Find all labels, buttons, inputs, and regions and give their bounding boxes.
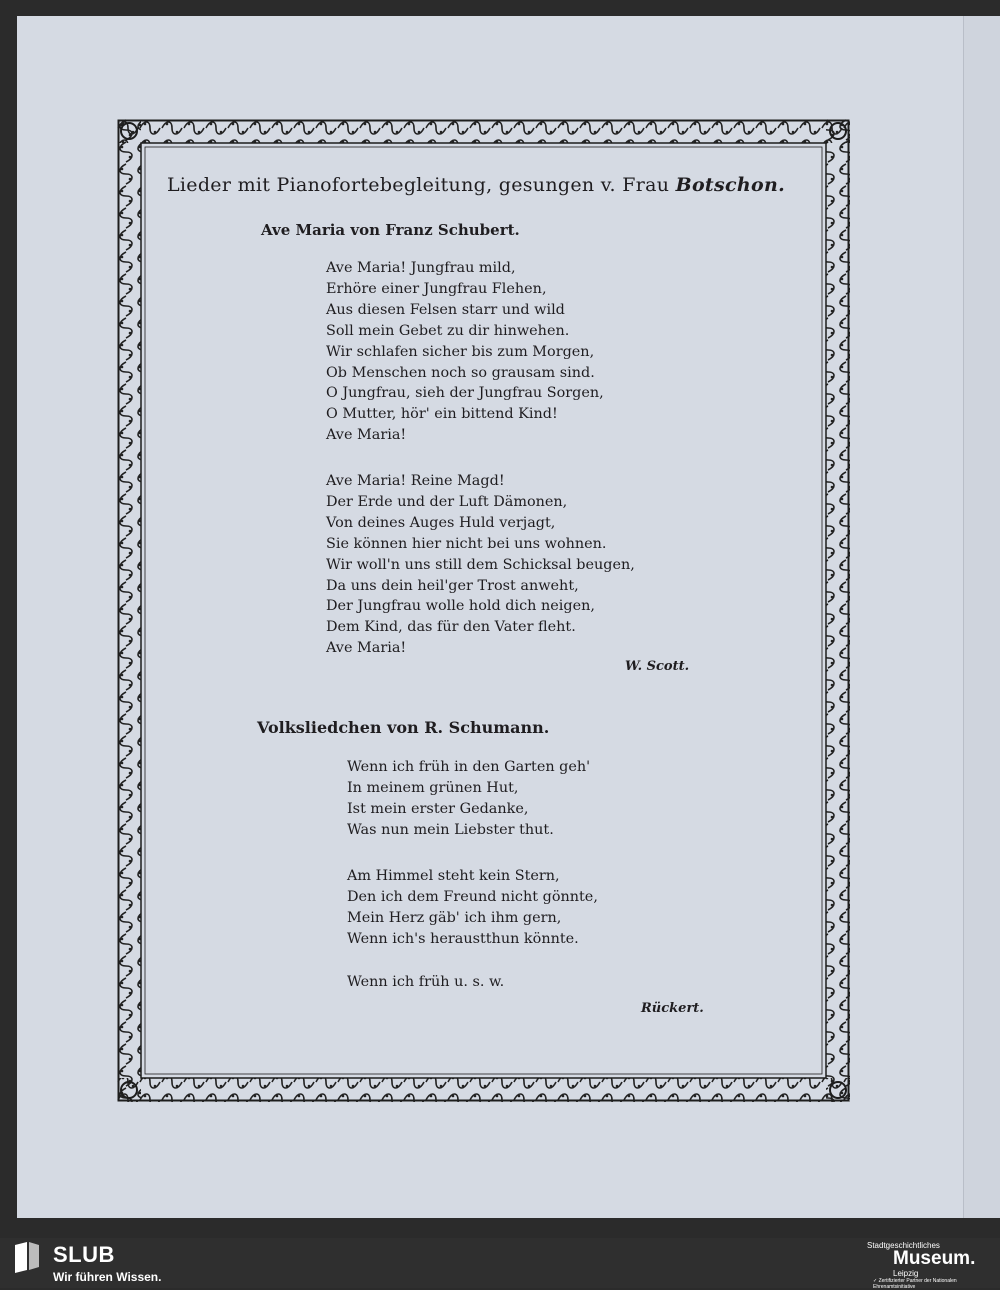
museum-partner-note: ✓ Zertifizierter Partner der Nationalen Ehrenamtsinitiative <box>873 1278 957 1290</box>
song-1-attribution: W. Scott. <box>625 659 690 674</box>
song-title-volksliedchen: Volksliedchen von R. Schumann. <box>257 718 550 737</box>
verse-line: Den ich dem Freund nicht gönnte, <box>347 888 598 905</box>
verse-line: Dem Kind, das für den Vater fleht. <box>326 619 576 636</box>
song-1-verse-1 <box>326 258 604 446</box>
verse-line: Am Himmel steht kein Stern, <box>347 868 560 884</box>
museum-name[interactable]: Museum. <box>893 1248 976 1269</box>
verse-line: In meinem grünen Hut, <box>347 779 519 796</box>
verse-line: Von deines Auges Huld verjagt, <box>326 514 556 531</box>
museum-city: Leipzig <box>893 1269 919 1278</box>
verse-line: Aus diesen Felsen starr und wild <box>326 301 565 318</box>
song-2-attribution: Rückert. <box>641 1001 704 1016</box>
verse-line: Wir schlafen sicher bis zum Morgen, <box>326 343 595 360</box>
verse-line: Da uns dein heil'ger Trost anweht, <box>326 577 579 594</box>
verse-line: Ave Maria! <box>326 427 407 444</box>
page-title <box>167 174 785 196</box>
title-singer: Botschon. <box>675 174 785 196</box>
verse-line: Ave Maria! Jungfrau mild, <box>326 260 516 276</box>
verse-line: Was nun mein Liebster thut. <box>347 821 554 838</box>
verse-line: O Mutter, hör' ein bittend Kind! <box>326 406 558 423</box>
song-1-verse-2 <box>326 471 635 659</box>
library-tagline: Wir führen Wissen. <box>53 1270 162 1284</box>
verse-line: Erhöre einer Jungfrau Flehen, <box>326 280 547 297</box>
verse-line: Der Erde und der Luft Dämonen, <box>326 493 568 510</box>
song-2-ending: Wenn ich früh u. s. w. <box>347 974 505 990</box>
title-main-text: Lieder mit Pianofortebegleitung, gesungen v. Frau <box>167 174 676 196</box>
verse-line: Wenn ich früh in den Garten geh' <box>347 759 591 775</box>
verse-line: Ob Menschen noch so grausam sind. <box>326 364 595 381</box>
museum-label-top: Stadtgeschichtliches <box>867 1241 940 1250</box>
verse-line: Mein Herz gäb' ich ihm gern, <box>347 909 562 926</box>
song-title-ave-maria: Ave Maria von Franz Schubert. <box>261 221 520 239</box>
song-2-verse-2 <box>347 866 598 950</box>
slub-logo-icon[interactable] <box>13 1241 41 1273</box>
verse-line: Wenn ich's heraustthun könnte. <box>347 930 579 947</box>
song-2-verse-1 <box>347 757 590 841</box>
verse-line: Soll mein Gebet zu dir hinwehen. <box>326 322 570 339</box>
verse-line: Ist mein erster Gedanke, <box>347 800 529 817</box>
verse-line: Ave Maria! <box>326 640 407 657</box>
verse-line: Sie können hier nicht bei uns wohnen. <box>326 535 607 552</box>
verse-line: Ave Maria! Reine Magd! <box>326 473 505 489</box>
verse-line: O Jungfrau, sieh der Jungfrau Sorgen, <box>326 385 604 402</box>
verse-line: Der Jungfrau wolle hold dich neigen, <box>326 598 595 615</box>
library-name[interactable]: SLUB <box>53 1242 115 1267</box>
verse-line: Wir woll'n uns still dem Schicksal beugen, <box>326 556 635 573</box>
footer-bar <box>0 1238 1000 1288</box>
